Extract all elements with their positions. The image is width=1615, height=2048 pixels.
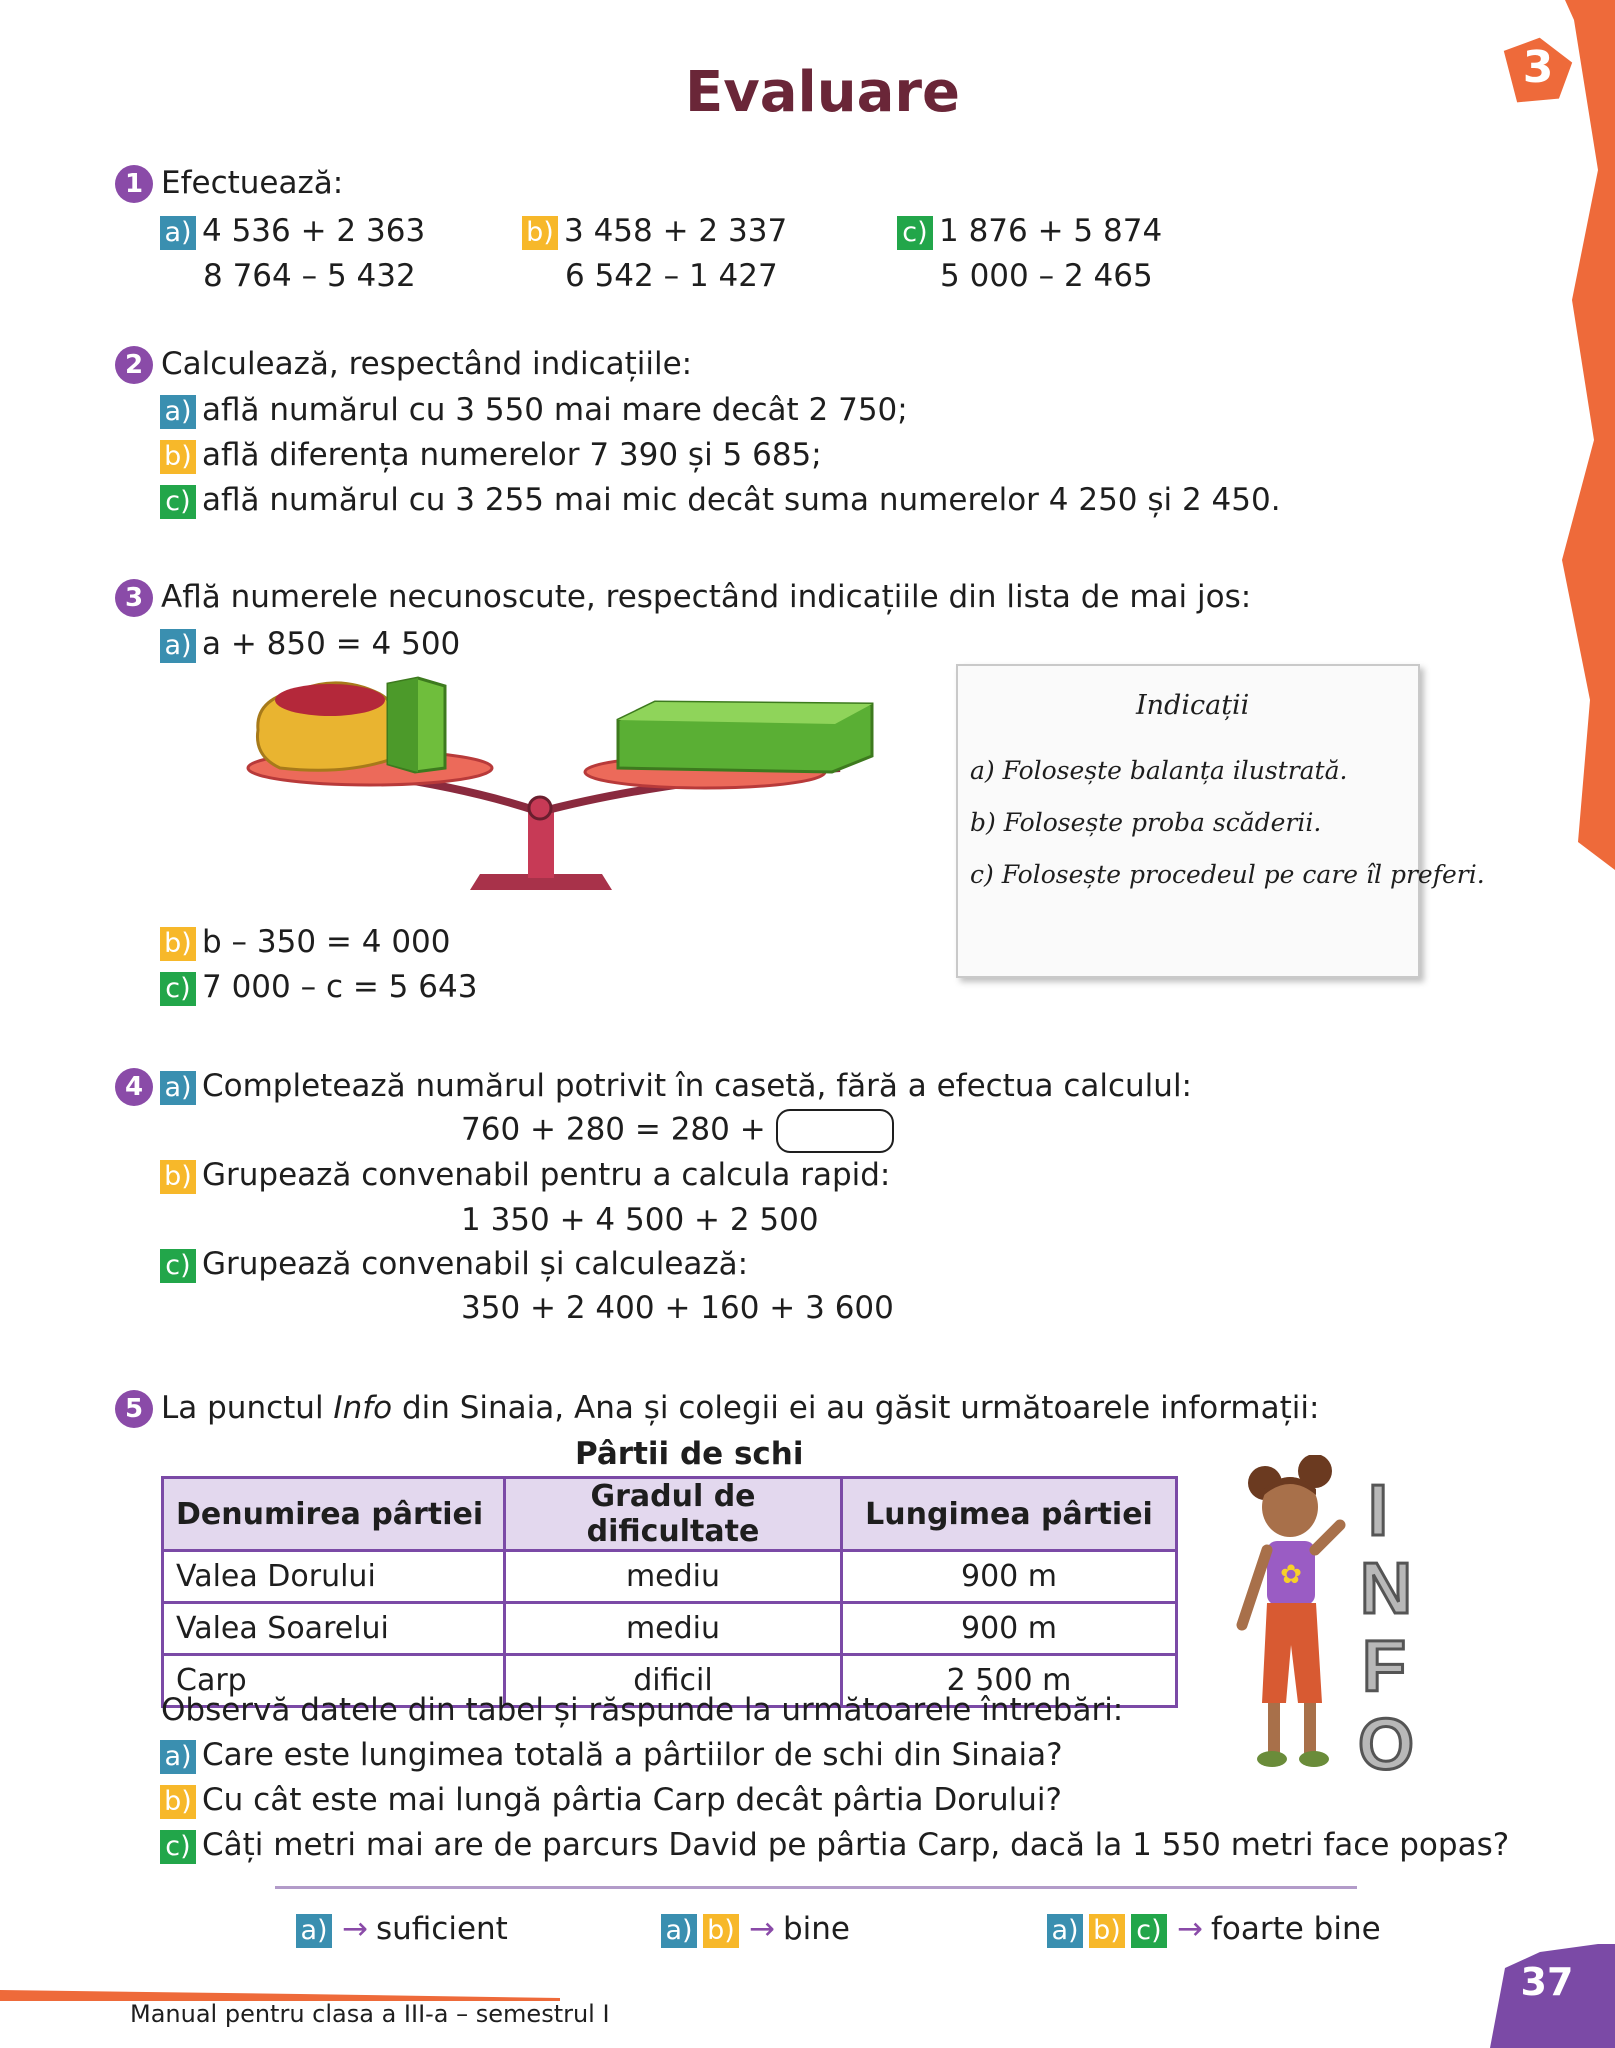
girl-left-arm [1242, 1550, 1267, 1625]
exercise-1a [160, 213, 425, 250]
table-header-row [163, 1478, 1177, 1551]
badge-c: c) [160, 1249, 196, 1283]
scale-good-text: bine [782, 1911, 850, 1947]
scale-good [661, 1911, 850, 1948]
observe-instruction: Observă datele din tabel și răspunde la următoarele întrebări: [161, 1692, 1124, 1728]
badge-a: a) [661, 1914, 697, 1948]
ex5a-text: Care este lungimea totală a pârtiilor de schi din Sinaia? [202, 1737, 1063, 1773]
cell-name: Valea Soarelui [163, 1603, 505, 1655]
col-header-length: Lungimea pârtiei [842, 1478, 1177, 1551]
ex1a-line2: 8 764 – 5 432 [203, 258, 416, 294]
ex5c-text: Câți metri mai are de parcurs David pe pârtia Carp, dacă la 1 550 metri face popas? [202, 1827, 1510, 1863]
exercise-1-number: 1 [115, 165, 153, 203]
exercise-1-instruction: Efectuează: [161, 165, 344, 201]
badge-b: b) [703, 1914, 739, 1948]
info-letter-i: I [1368, 1471, 1389, 1551]
exercise-3c [160, 969, 477, 1006]
badge-a: a) [160, 1071, 196, 1105]
exercise-3b [160, 924, 450, 961]
badge-c: c) [160, 972, 196, 1006]
ex2b-text: află diferența numerelor 7 390 și 5 685; [202, 437, 822, 473]
exercise-4-number: 4 [115, 1068, 153, 1106]
page-number: 37 [1520, 1960, 1574, 2004]
ex1b-line2: 6 542 – 1 427 [565, 258, 778, 294]
balance-scale-illustration [240, 668, 880, 908]
ex3b-text: b – 350 = 4 000 [202, 924, 451, 960]
girl-right-shoe [1299, 1751, 1329, 1767]
exercise-1b [522, 213, 787, 250]
ex3c-text: 7 000 – c = 5 643 [202, 969, 478, 1005]
table-row [163, 1551, 1177, 1603]
girl-left-leg [1268, 1703, 1280, 1753]
ex1b-line1: 3 458 + 2 337 [564, 213, 788, 249]
badge-b: b) [160, 440, 196, 474]
cell-name: Carp [163, 1655, 505, 1707]
badge-c: c) [160, 1830, 196, 1864]
answer-box[interactable] [776, 1109, 894, 1153]
cell-length: 900 m [842, 1551, 1177, 1603]
exercise-5a [160, 1737, 1063, 1774]
badge-c: c) [1131, 1914, 1167, 1948]
ex5-intro-pre: La punctul [161, 1390, 334, 1426]
badge-a: a) [160, 395, 196, 429]
cell-difficulty: dificil [505, 1655, 842, 1707]
chapter-number: 3 [1522, 42, 1554, 93]
exercise-5b [160, 1782, 1062, 1819]
scale-very-good [1047, 1911, 1381, 1948]
scale-sufficient-text: suficient [375, 1911, 508, 1947]
ex2a-text: află numărul cu 3 550 mai mare decât 2 750; [202, 392, 908, 428]
exercise-5-intro [161, 1390, 1319, 1426]
ex5b-text: Cu cât este mai lungă pârtia Carp decât pârtia Dorului? [202, 1782, 1062, 1818]
table-row [163, 1603, 1177, 1655]
badge-c: c) [897, 216, 933, 250]
hints-title: Indicații [1136, 690, 1250, 721]
badge-a: a) [296, 1914, 332, 1948]
exercise-2-number: 2 [115, 346, 153, 384]
hint-c: c) Folosește procedeul pe care îl preferi. [970, 860, 1485, 889]
ex1c-line1: 1 876 + 5 874 [939, 213, 1163, 249]
scale-very-good-text: foarte bine [1210, 1911, 1381, 1947]
cell-length: 2 500 m [842, 1655, 1177, 1707]
arrow-right-icon: → [1177, 1911, 1203, 1947]
scale-sufficient [296, 1911, 508, 1948]
ex4a-expr: 760 + 280 = 280 + [461, 1111, 766, 1148]
exercise-3-instruction: Află numerele necunoscute, respectând indicațiile din lista de mai jos: [161, 579, 1252, 615]
badge-a: a) [160, 1740, 196, 1774]
shirt-star-icon: ✿ [1280, 1560, 1302, 1590]
ex4b-expr: 1 350 + 4 500 + 2 500 [461, 1202, 819, 1238]
page-title: Evaluare [685, 60, 960, 125]
arrow-right-icon: → [749, 1911, 775, 1947]
divider [275, 1886, 1357, 1889]
exercise-4b [160, 1157, 890, 1194]
badge-b: b) [160, 1785, 196, 1819]
info-girl-illustration [1230, 1455, 1460, 1795]
ex4a-expression [461, 1109, 894, 1153]
exercise-5c [160, 1827, 1509, 1864]
hint-b: b) Folosește proba scăderii. [970, 808, 1322, 837]
exercise-4c [160, 1246, 748, 1283]
right-weight-top [618, 702, 872, 724]
info-letter-n: N [1360, 1549, 1412, 1629]
left-weight-side [388, 678, 418, 772]
cell-difficulty: mediu [505, 1551, 842, 1603]
cell-length: 900 m [842, 1603, 1177, 1655]
ex2c-text: află numărul cu 3 255 mai mic decât suma numerelor 4 250 și 2 450. [202, 482, 1281, 518]
cell-name: Valea Dorului [163, 1551, 505, 1603]
arrow-right-icon: → [342, 1911, 368, 1947]
exercise-5-number: 5 [115, 1390, 153, 1428]
girl-right-leg [1304, 1703, 1316, 1753]
col-header-difficulty: Gradul de dificultate [505, 1478, 842, 1551]
exercise-2-instruction: Calculează, respectând indicațiile: [161, 346, 693, 382]
ex1c-line2: 5 000 – 2 465 [940, 258, 1153, 294]
girl-left-shoe [1257, 1751, 1287, 1767]
info-letter-o: O [1358, 1705, 1415, 1785]
badge-c: c) [160, 485, 196, 519]
footer-text: Manual pentru clasa a III-a – semestrul I [130, 2000, 610, 2028]
ex4a-text: Completează numărul potrivit în casetă, fără a efectua calculul: [202, 1068, 1193, 1104]
exercise-2a [160, 392, 908, 429]
exercise-2c [160, 482, 1281, 519]
ex4b-text: Grupează convenabil pentru a calcula rapid: [202, 1157, 891, 1193]
badge-b: b) [522, 216, 558, 250]
ex4c-expr: 350 + 2 400 + 160 + 3 600 [461, 1290, 894, 1326]
exercise-4a [160, 1068, 1192, 1105]
exercise-3a [160, 626, 460, 663]
cell-difficulty: mediu [505, 1603, 842, 1655]
badge-a: a) [160, 216, 196, 250]
exercise-2b [160, 437, 822, 474]
girl-pants [1262, 1603, 1322, 1703]
orange-edge-band [1562, 0, 1615, 870]
badge-a: a) [1047, 1914, 1083, 1948]
badge-b: b) [160, 927, 196, 961]
ex5-intro-post: din Sinaia, Ana și colegii ei au găsit următoarele informații: [392, 1390, 1320, 1426]
col-header-name: Denumirea pârtiei [163, 1478, 505, 1551]
ski-slopes-table [161, 1476, 1178, 1708]
girl-right-arm [1315, 1525, 1340, 1550]
scale-pivot [529, 797, 551, 819]
hint-a: a) Folosește balanța ilustrată. [970, 756, 1348, 785]
info-letter-f: F [1362, 1627, 1406, 1707]
ex4c-text: Grupează convenabil și calculează: [202, 1246, 749, 1282]
hints-card [956, 664, 1485, 978]
badge-a: a) [160, 629, 196, 663]
exercise-1c [897, 213, 1162, 250]
exercise-3-number: 3 [115, 579, 153, 617]
sack-berries [275, 684, 385, 716]
ex1a-line1: 4 536 + 2 363 [202, 213, 426, 249]
badge-b: b) [160, 1160, 196, 1194]
ex3a-text: a + 850 = 4 500 [202, 626, 461, 662]
table-title: Pârtii de schi [575, 1436, 804, 1472]
ex5-intro-em: Info [333, 1390, 393, 1426]
badge-b: b) [1089, 1914, 1125, 1948]
